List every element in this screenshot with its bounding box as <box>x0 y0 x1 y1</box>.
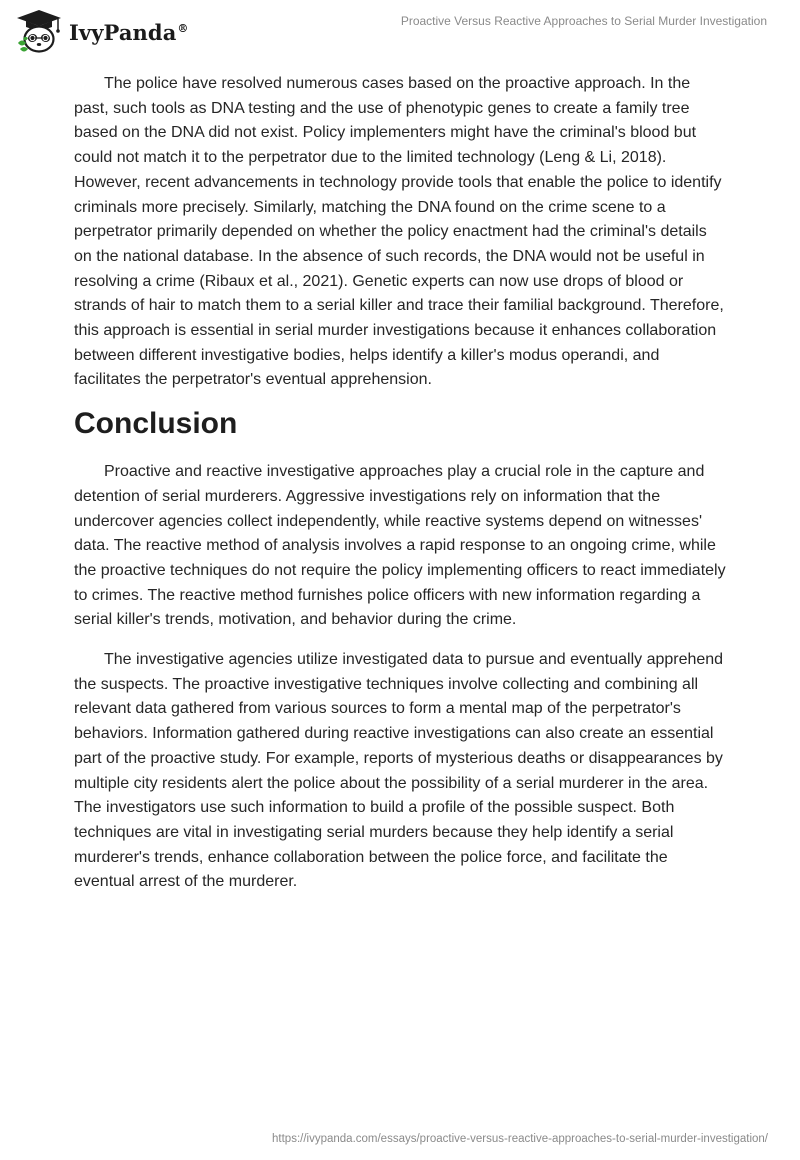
conclusion-paragraph-2: The investigative agencies utilize investigated data to pursue and eventually apprehend the suspects. The proactive investigative techniques involve collecting and combining all relevant data gathered from various sources to form a mental map of the perpetrator's behaviors. Information gathered during reactive investigations can also create an essential part of the proactive study. For example, reports of mysterious deaths or disappearances by multiple city residents alert the police about the possibility of a serial murderer in the area. The investigators use such information to build a profile of the possible suspect. Both techniques are vital in investigating serial murders because they help identify a serial murderer's trends, enhance collaboration between the police force, and facilitate the eventual arrest of the murderer. <box>74 651 724 891</box>
body-paragraph: The police have resolved numerous cases based on the proactive approach. In the past, such tools as DNA testing and the use of phenotypic genes to create a family tree based on the DNA did not exist. Policy implementers might have the criminal's blood but could not match it to the perpetrator due to the limited technology (Leng & Li, 2018). However, recent advancements in technology provide tools that enable the police to identify criminals more precisely. Similarly, matching the DNA found on the crime scene to a perpetrator primarily depended on whether the policy enactment had the criminal's details on the national database. In the absence of such records, the DNA would not be useful in resolving a crime (Ribaux et al., 2021). Genetic experts can now use drops of blood or strands of hair to match them to a serial killer and trace their familial background. Therefore, this approach is essential in serial murder investigations because it enhances collaboration between different investigative bodies, helps identify a killer's modus operandi, and facilitates the perpetrator's eventual apprehension. <box>74 75 724 389</box>
document-title: Proactive Versus Reactive Approaches to Serial Murder Investigation <box>400 14 767 28</box>
essay-content <box>74 72 726 895</box>
brand-name <box>69 20 189 45</box>
page-header <box>0 0 800 60</box>
source-url-link[interactable]: https://ivypanda.com/essays/proactive-versus-reactive-approaches-to-serial-murder-investigation/ <box>272 1133 768 1145</box>
brand-label: IvyPanda <box>69 19 177 45</box>
ivypanda-logo[interactable] <box>15 9 189 55</box>
registered-mark: ® <box>177 21 189 35</box>
conclusion-paragraph-1: Proactive and reactive investigative approaches play a crucial role in the capture and detention of serial murderers. Aggressive investigations rely on information that the undercover agencies collect independently, while reactive systems depend on witnesses' data. The reactive method of analysis involves a rapid response to an ongoing crime, while the proactive techniques do not require the policy implementing officers to react immediately to crimes. The reactive method furnishes police officers with new information regarding a serial killer's trends, motivation, and behavior during the crime. <box>74 463 726 629</box>
panda-graduation-cap-icon <box>15 9 63 55</box>
section-heading-conclusion: Conclusion <box>74 407 238 441</box>
